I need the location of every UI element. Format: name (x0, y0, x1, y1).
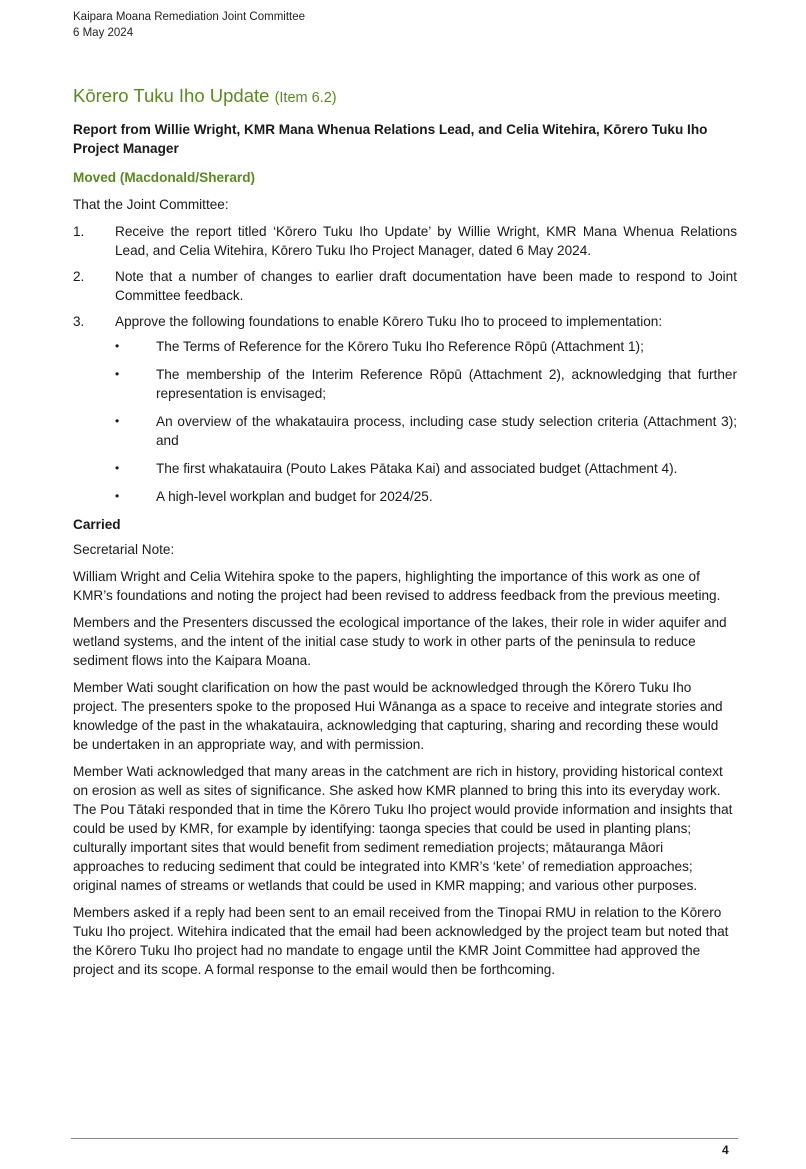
resolution-item (73, 222, 737, 260)
bullet-icon: • (115, 414, 120, 428)
bullet-item (115, 459, 737, 478)
footer-divider (71, 1138, 738, 1139)
page-number: 4 (722, 1143, 729, 1157)
title-main: Kōrero Tuku Iho Update (73, 85, 270, 106)
bullet-text: The Terms of Reference for the Kōrero Tuku Iho Reference Rōpū (Attachment 1); (156, 339, 644, 354)
bullet-icon: • (115, 461, 120, 475)
main-content (73, 84, 737, 987)
resolution-text: Note that a number of changes to earlier draft documentation have been made to respond to Joint Committee feedback. (115, 269, 737, 303)
resolution-intro: That the Joint Committee: (73, 197, 229, 212)
bullet-icon: • (115, 367, 120, 381)
section-title (73, 84, 737, 110)
bullet-text: The membership of the Interim Reference Rōpū (Attachment 2), acknowledging that further representation is envisaged; (156, 367, 737, 401)
resolution-list (73, 222, 737, 506)
bullet-text: The first whakatauira (Pouto Lakes Pātaka Kai) and associated budget (Attachment 4). (156, 461, 678, 476)
resolution-text: Approve the following foundations to enable Kōrero Tuku Iho to proceed to implementation: (115, 314, 663, 329)
resolution-number: 2. (73, 269, 85, 284)
title-item-number: (Item 6.2) (274, 90, 337, 106)
bullet-icon: • (115, 339, 120, 353)
resolution-number: 1. (73, 224, 85, 239)
resolution-number: 3. (73, 314, 85, 329)
note-paragraph: Members asked if a reply had been sent to an email received from the Tinopai RMU in relation to the Kōrero Tuku Iho project. Witehira indicated that the email had been acknowledged by the project team but noted that the Kōrero Tuku Iho project had no mandate to engage until the KMR Joint Committee had approved the project and its scope. A formal response to the email would then be forthcoming. (73, 905, 729, 977)
note-paragraph: Members and the Presenters discussed the ecological importance of the lakes, their role in wider aquifer and wetland systems, and the intent of the initial case study to work in other parts of the peninsula to reduce sediment flows into the Kaipara Moana. (73, 615, 727, 668)
bullet-item (115, 337, 737, 356)
note-paragraph: Member Wati acknowledged that many areas in the catchment are rich in history, providing historical context on erosion as well as sites of significance. She asked how KMR planned to bring this into its everyday work. The Pou Tātaki responded that in time the Kōrero Tuku Iho project would provide information and insights that could be used by KMR, for example by identifying: taonga species that could be used in planting plans; culturally important sites that would benefit from sediment remediation projects; mātauranga Māori approaches to reducing sediment that could be integrated into KMR’s ‘kete’ of remediation approaches; original names of streams or wetlands that could be used in KMR mapping; and various other purposes. (73, 764, 733, 893)
moved-line: Moved (Macdonald/Sherard) (73, 170, 256, 185)
page-header (73, 9, 305, 41)
secretarial-note-label: Secretarial Note: (73, 542, 175, 557)
bullet-text: An overview of the whakatauira process, including case study selection criteria (Attachment 3); and (156, 414, 737, 448)
resolution-item (73, 312, 737, 506)
bullet-icon: • (115, 489, 120, 503)
foundations-bullet-list (115, 337, 737, 506)
resolution-text: Receive the report titled ‘Kōrero Tuku Iho Update’ by Willie Wright, KMR Mana Whenua Relations Lead, and Celia Witehira, Kōrero Tuku Iho Project Manager, dated 6 May 2024. (115, 224, 737, 258)
bullet-item (115, 487, 737, 506)
note-paragraph: William Wright and Celia Witehira spoke to the papers, highlighting the importance of this work as one of KMR’s foundations and noting the project had been revised to address feedback from the previous meeting. (73, 569, 721, 603)
report-byline: Report from Willie Wright, KMR Mana Whenua Relations Lead, and Celia Witehira, Kōrero Tuku Iho Project Manager (73, 122, 708, 156)
resolution-item (73, 267, 737, 305)
header-date: 6 May 2024 (73, 27, 134, 39)
carried-label: Carried (73, 517, 121, 532)
note-paragraph: Member Wati sought clarification on how the past would be acknowledged through the Kōrero Tuku Iho project. The presenters spoke to the proposed Hui Wānanga as a space to receive and integrate stories and knowledge of the past in the whakatauira, acknowledging that capturing, sharing and recording these would be undertaken in an appropriate way, and with permission. (73, 680, 723, 752)
bullet-item (115, 365, 737, 403)
header-committee: Kaipara Moana Remediation Joint Committee (73, 11, 306, 23)
bullet-text: A high-level workplan and budget for 2024/25. (156, 489, 433, 504)
bullet-item (115, 412, 737, 450)
